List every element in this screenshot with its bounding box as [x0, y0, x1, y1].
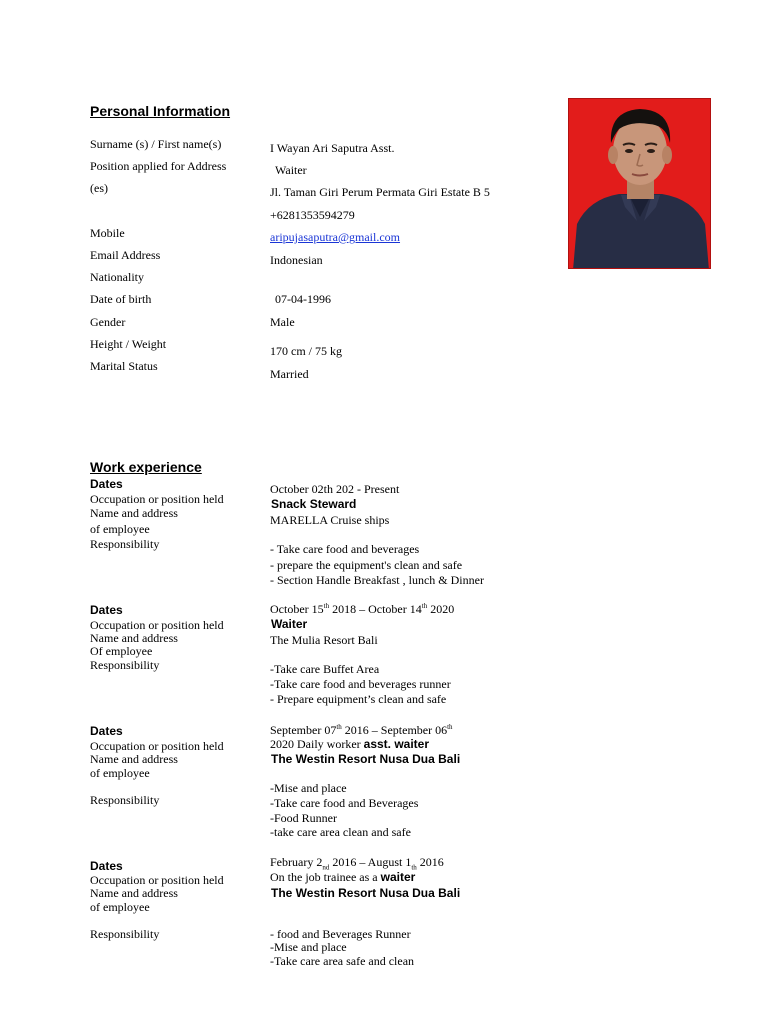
personal-info-title: Personal Information: [90, 103, 231, 119]
value-dob: 07-04-1996: [275, 292, 331, 306]
label-name-address: Name and address: [90, 631, 178, 645]
job-employer: The Westin Resort Nusa Dua Bali: [271, 752, 461, 766]
label-height-weight: Height / Weight: [90, 337, 167, 351]
label-email: Email Address: [90, 248, 161, 262]
value-marital: Married: [270, 367, 309, 381]
value-nationality: Indonesian: [270, 253, 323, 267]
ordinal-suffix: th: [447, 723, 453, 731]
job-resp-item: -Take care area safe and clean: [270, 954, 415, 968]
label-dates: Dates: [90, 603, 123, 617]
portrait-image: [569, 99, 711, 269]
ordinal-suffix: nd: [322, 863, 330, 872]
job-dates-part: 2020: [427, 602, 455, 616]
job-dates: [270, 855, 444, 872]
job-dates: October 02th 202 - Present: [270, 482, 400, 496]
job-resp-item: - food and Beverages Runner: [270, 927, 411, 941]
job-dates-part: 2016 – August 1: [329, 855, 412, 869]
job-position-prefix: On the job trainee as a: [270, 870, 381, 884]
job-dates-part: September 07: [270, 723, 337, 737]
label-responsibility: Responsibility: [90, 537, 160, 551]
label-dob: Date of birth: [90, 292, 152, 306]
job-dates: [270, 603, 454, 616]
label-dates: Dates: [90, 477, 123, 491]
job-employer: The Mulia Resort Bali: [270, 633, 378, 647]
job-employer: MARELLA Cruise ships: [270, 513, 390, 527]
job-dates: [270, 724, 453, 737]
label-position-cont: (es): [90, 181, 108, 195]
label-name-address: Name and address: [90, 506, 178, 520]
label-dates: Dates: [90, 859, 123, 873]
label-surname: Surname (s) / First name(s): [90, 137, 222, 151]
label-responsibility: Responsibility: [90, 793, 160, 807]
value-gender: Male: [270, 315, 295, 329]
label-gender: Gender: [90, 315, 126, 329]
label-responsibility: Responsibility: [90, 927, 160, 941]
profile-photo: [568, 98, 711, 269]
job-resp-item: -Take care food and beverages runner: [270, 677, 451, 691]
job-position-line: [270, 871, 415, 884]
label-occupation: Occupation or position held: [90, 739, 224, 753]
label-name-address: Name and address: [90, 752, 178, 766]
job-position: Snack Steward: [271, 497, 357, 511]
label-of-employee: of employee: [90, 900, 150, 914]
label-occupation: Occupation or position held: [90, 618, 224, 632]
job-resp-item: -Take care Buffet Area: [270, 662, 380, 676]
job-resp-item: -Take care food and Beverages: [270, 796, 419, 810]
job-dates-part: 2016: [416, 855, 444, 869]
job-dates-part: February 2: [270, 855, 323, 869]
value-height-weight: 170 cm / 75 kg: [270, 344, 342, 358]
job-dates-part: 2016 – September 06: [341, 723, 448, 737]
label-dates: Dates: [90, 724, 123, 738]
ordinal-suffix: th: [411, 863, 417, 872]
job-dates-part: October 15: [270, 602, 324, 616]
job-resp-item: - Section Handle Breakfast , lunch & Dinner: [270, 573, 484, 587]
ordinal-suffix: th: [323, 602, 330, 610]
job-employer: The Westin Resort Nusa Dua Bali: [271, 886, 461, 900]
value-name: I Wayan Ari Saputra Asst.: [270, 141, 395, 155]
ordinal-suffix: th: [336, 723, 342, 731]
job-position: asst. waiter: [363, 737, 430, 751]
value-mobile: +6281353594279: [270, 208, 355, 222]
ordinal-suffix: th: [421, 602, 428, 610]
label-occupation: Occupation or position held: [90, 873, 224, 887]
job-resp-item: - Prepare equipment’s clean and safe: [270, 692, 447, 706]
job-resp-item: - Take care food and beverages: [270, 542, 420, 556]
job-dates-part: 2018 – October 14: [329, 602, 422, 616]
label-occupation: Occupation or position held: [90, 492, 224, 506]
label-nationality: Nationality: [90, 270, 144, 284]
job-position-prefix: 2020 Daily worker: [270, 737, 364, 751]
label-position: Position applied for Address: [90, 159, 227, 173]
job-resp-item: -Food Runner: [270, 811, 337, 825]
job-resp-item: -Mise and place: [270, 781, 347, 795]
label-marital: Marital Status: [90, 359, 158, 373]
job-resp-item: -Mise and place: [270, 940, 347, 954]
job-resp-item: - prepare the equipment's clean and safe: [270, 558, 463, 572]
work-experience-title: Work experience: [90, 459, 202, 475]
label-of-employee: of employee: [90, 766, 150, 780]
label-of-employee: of employee: [90, 522, 150, 536]
job-resp-item: -take care area clean and safe: [270, 825, 411, 839]
email-link[interactable]: aripujasaputra@gmail.com: [270, 230, 401, 244]
label-name-address: Name and address: [90, 886, 178, 900]
label-of-employee: Of employee: [90, 644, 153, 658]
job-position: waiter: [380, 870, 416, 884]
job-position-line: [270, 738, 429, 751]
job-position: Waiter: [271, 617, 308, 631]
label-responsibility: Responsibility: [90, 658, 160, 672]
value-position: Waiter: [275, 163, 307, 177]
value-address: Jl. Taman Giri Perum Permata Giri Estate B 5: [270, 185, 490, 199]
label-mobile: Mobile: [90, 226, 125, 240]
